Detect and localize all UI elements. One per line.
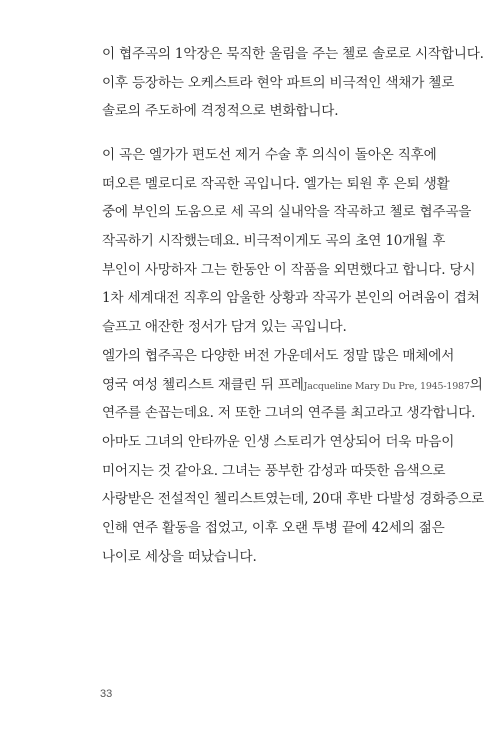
paragraph-line: 엘가의 협주곡은 다양한 버전 가운데서도 정말 많은 매체에서 (102, 348, 455, 364)
paragraph-line: 부인이 사망하자 그는 한동안 이 작품을 외면했다고 합니다. 당시 (102, 261, 476, 278)
paragraph-line: 이후 등장하는 오케스트라 현악 파트의 비극적인 색채가 첼로 (102, 74, 455, 91)
paragraph-composition-history (102, 141, 482, 342)
paragraph-line: 이 곡은 엘가가 편도선 제거 수술 후 의식이 돌아온 직후에 (102, 147, 437, 163)
paragraph-line: 사랑받은 전설적인 첼리스트였는데, 20대 후반 다발성 경화증으로 (102, 491, 484, 508)
paragraph-line: 이 협주곡의 1악장은 묵직한 울림을 주는 첼로 솔로로 시작합니다. (102, 46, 484, 62)
paragraph-line: 중에 부인의 도움으로 세 곡의 실내악을 작곡하고 첼로 협주곡을 (102, 204, 472, 221)
paragraph-line: 나이로 세상을 떠났습니다. (102, 548, 257, 565)
paragraph-line: 인해 연주 활동을 접었고, 이후 오랜 투병 끝에 42세의 젊은 (102, 520, 445, 537)
paragraph-line: 1차 세계대전 직후의 암울한 상황과 작곡가 본인의 어려움이 겹쳐 (102, 290, 480, 307)
paragraph-cello-solo-intro (102, 40, 482, 126)
paragraph-du-pre (102, 342, 482, 572)
paragraph-line: 미어지는 것 같아요. 그녀는 풍부한 감성과 따뜻한 음색으로 (102, 462, 446, 479)
line-text-start: 영국 여성 첼리스트 재클린 뒤 프레 (102, 376, 304, 393)
paragraph-line: 아마도 그녀의 안타까운 인생 스토리가 연상되어 더욱 마음이 (102, 434, 455, 451)
page-number: 33 (100, 688, 113, 700)
paragraph-line: 작곡하기 시작했는데요. 비극적이게도 곡의 초연 10개월 후 (102, 233, 446, 250)
paragraph-line-with-note (102, 371, 482, 400)
performer-name-note: Jacqueline Mary Du Pre, 1945-1987 (303, 380, 470, 392)
paragraph-line: 슬프고 애잔한 정서가 담겨 있는 곡입니다. (102, 319, 347, 336)
line-text-end: 의 (469, 376, 483, 393)
paragraph-line: 솔로의 주도하에 격정적으로 변화합니다. (102, 103, 339, 120)
paragraph-line: 떠오른 멜로디로 작곡한 곡입니다. 엘가는 퇴원 후 은퇴 생활 (102, 175, 450, 192)
paragraph-line: 연주를 손꼽는데요. 저 또한 그녀의 연주를 최고라고 생각합니다. (102, 405, 476, 422)
